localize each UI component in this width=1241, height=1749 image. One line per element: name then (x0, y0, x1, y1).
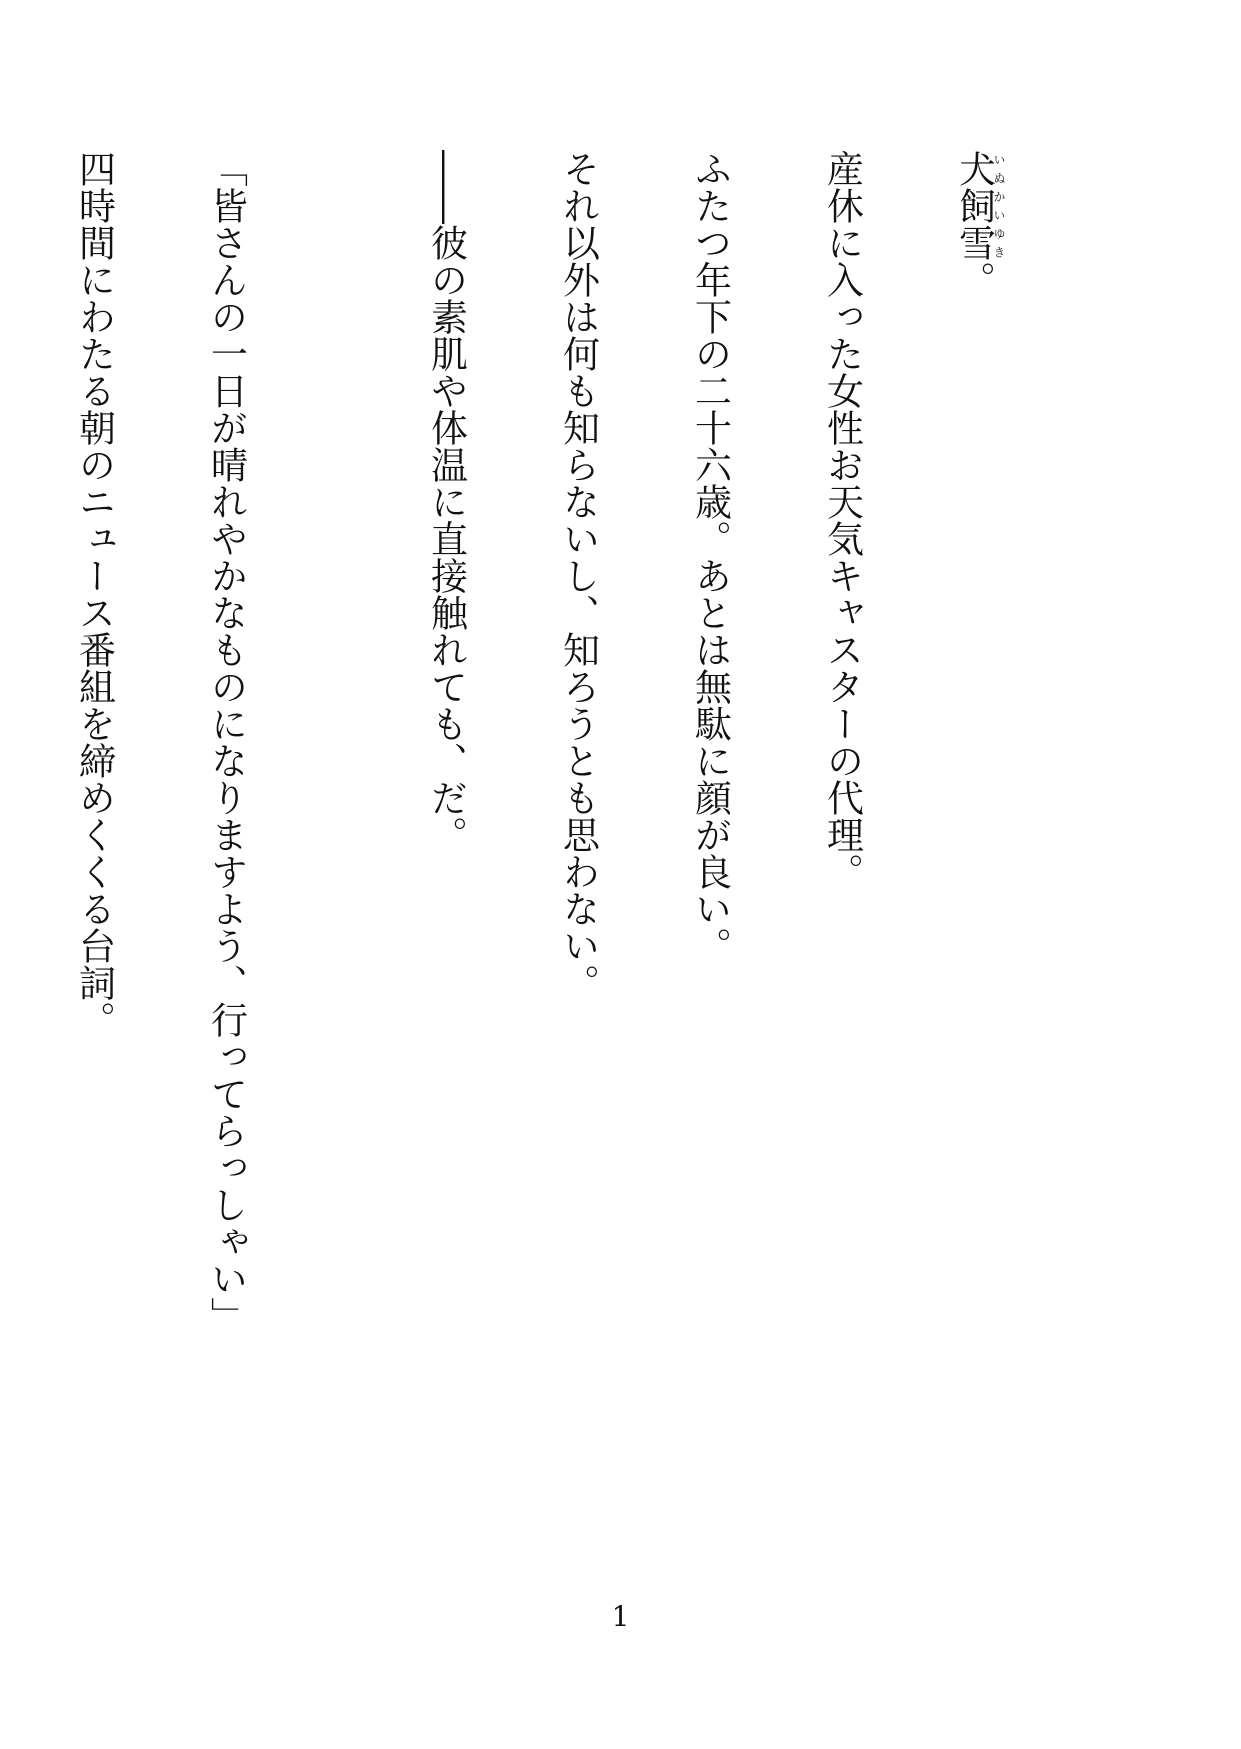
ruby-reading: いぬかいゆき (992, 150, 1006, 261)
name-with-ruby: 犬飼雪いぬかいゆき (952, 150, 1006, 261)
vertical-text-block (0, 150, 1093, 1630)
text-line: ふたつ年下の二十六歳。あとは無駄に顔が良い。 (688, 150, 732, 964)
text-line: ――彼の素肌や体温に直接触れても、だ。 (424, 150, 468, 853)
text-line: 犬飼雪いぬかいゆき。 (952, 150, 1006, 298)
page-number: 1 (611, 1600, 630, 1633)
text-line: 「皆さんの一日が晴れやかなものになりますよう、行ってらっしゃい」 (204, 150, 248, 1334)
text-line: 四時間にわたる朝のニュース番組を締めくくる台詞。 (72, 150, 116, 1038)
text-line: それ以外は何も知らないし、知ろうとも思わない。 (556, 150, 600, 1001)
text-line: 産休に入った女性お天気キャスターの代理。 (820, 150, 864, 890)
